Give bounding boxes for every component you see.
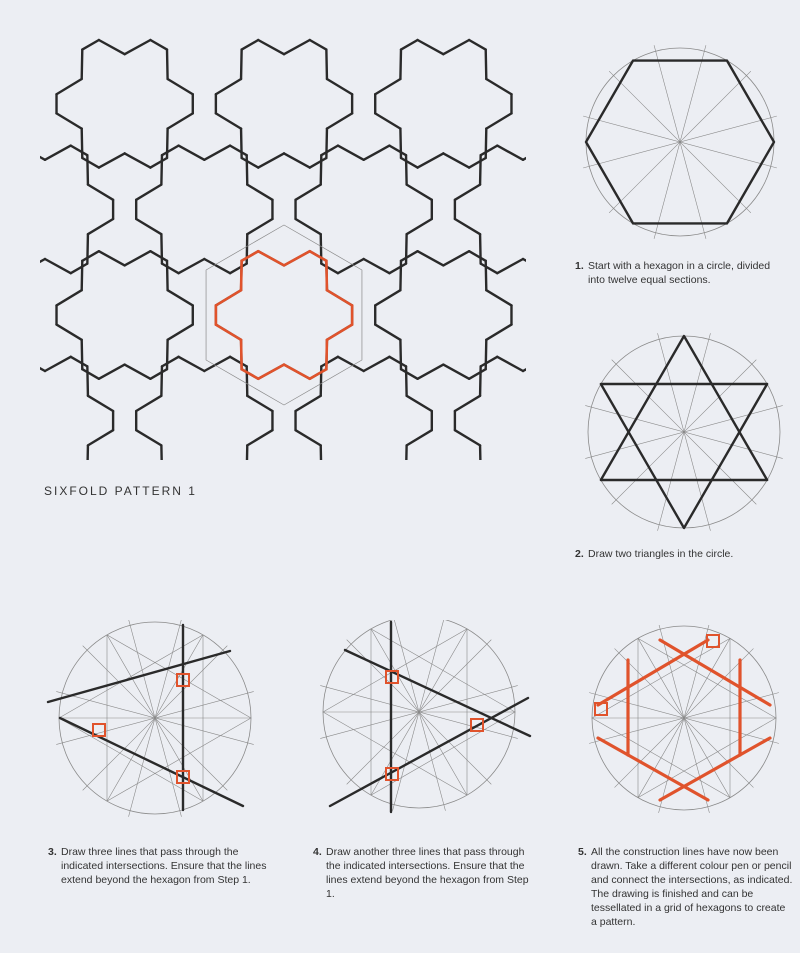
pattern-motif-line: [455, 430, 480, 445]
pattern-motif-line: [87, 366, 88, 395]
pattern-motif-line: [168, 79, 193, 94]
step-1-figure: [570, 38, 790, 248]
pattern-motif-line: [418, 365, 444, 379]
pattern-motif-line: [88, 396, 113, 411]
pattern-motif-line: [57, 79, 82, 94]
pattern-motif-line: [321, 146, 338, 156]
pattern-motif-line: [99, 40, 125, 54]
pattern-motif-line: [242, 158, 259, 168]
step-text: Draw two triangles in the circle.: [588, 548, 734, 560]
pattern-motif-line: [375, 79, 400, 94]
pattern-motif-line: [57, 290, 82, 305]
pattern-motif-line: [99, 365, 125, 379]
step-number: 5.: [578, 846, 587, 858]
construction-circle: [323, 620, 515, 808]
highlight-motif-line: [241, 261, 242, 290]
pattern-motif-line: [400, 50, 401, 79]
pattern-motif-line: [167, 261, 168, 290]
pattern-motif-line: [375, 290, 400, 305]
pattern-motif-line: [88, 219, 113, 234]
pattern-motif-line: [150, 369, 167, 379]
pattern-motif-line: [321, 155, 322, 184]
pattern-motif-line: [45, 357, 71, 371]
pattern-motif-line: [241, 50, 242, 79]
pattern-motif-line: [338, 146, 364, 160]
pattern-motif-line: [258, 153, 284, 167]
pattern-motif-line: [375, 113, 400, 128]
highlight-motif-line: [258, 365, 284, 379]
pattern-motif-line: [418, 153, 444, 167]
step-text: Draw another three lines that pass through the indicated intersections. Ensure that the lines extend beyond the hexagon from Step 1.: [326, 846, 529, 900]
pattern-motif-line: [389, 146, 406, 156]
pattern-motif-line: [486, 79, 511, 94]
pattern-motif-line: [82, 40, 99, 50]
pattern-motif-line: [407, 430, 432, 445]
step-number: 3.: [48, 846, 57, 858]
sixfold-pattern-figure: [40, 38, 526, 460]
pattern-motif-line: [523, 259, 526, 273]
highlight-motif-line: [258, 251, 284, 265]
pattern-motif-line: [258, 40, 284, 54]
pattern-motif-line: [161, 445, 162, 460]
pattern-motif-line: [389, 264, 406, 274]
highlight-motif-line: [326, 340, 327, 369]
pattern-motif-line: [179, 357, 205, 371]
pattern-motif-line: [443, 365, 469, 379]
pattern-motif-line: [327, 113, 352, 128]
pattern-motif-line: [364, 146, 390, 160]
pattern-motif-line: [136, 185, 161, 200]
pattern-motif-line: [247, 430, 272, 445]
highlight-motif-line: [310, 369, 327, 379]
highlight-motif-line: [284, 365, 310, 379]
pattern-motif-line: [486, 261, 487, 290]
pattern-motif-line: [418, 251, 444, 265]
pattern-motif-line: [230, 146, 247, 156]
pattern-motif-line: [321, 264, 338, 274]
step-text: All the construction lines have now been drawn. Take a different colour pen or pencil and connect the intersections, as indicated. The drawing is finished and can be tessellated in a grid of hexagons to create a pattern.: [591, 846, 793, 928]
pattern-motif-line: [82, 261, 83, 290]
step-text: Draw three lines that pass through the indicated intersections. Ensure that the lines extend beyond the hexagon from Step 1.: [61, 846, 267, 886]
pattern-motif-line: [407, 185, 432, 200]
pattern-motif-line: [310, 40, 327, 50]
pattern-motif-line: [204, 259, 230, 273]
pattern-motif-line: [242, 40, 259, 50]
pattern-motif-line: [179, 146, 205, 160]
pattern-motif-line: [486, 325, 511, 340]
pattern-motif-line: [486, 290, 511, 305]
pattern-motif-line: [481, 264, 498, 274]
pattern-motif-line: [406, 366, 407, 395]
highlight-motif-line: [310, 251, 327, 261]
step-4-figure: [305, 620, 545, 820]
pattern-motif-line: [162, 357, 179, 367]
highlight-motif-line: [326, 261, 327, 290]
step-number: 2.: [575, 548, 584, 560]
pattern-motif-line: [296, 219, 321, 234]
pattern-motif-line: [125, 40, 151, 54]
motif-segment: [598, 738, 708, 800]
pattern-motif-line: [87, 445, 88, 460]
pattern-motif-line: [168, 325, 193, 340]
pattern-motif-line: [71, 357, 88, 367]
pattern-motif-line: [150, 251, 167, 261]
pattern-motif-line: [82, 50, 83, 79]
pattern-motif-line: [401, 369, 418, 379]
pattern-motif-line: [150, 158, 167, 168]
pattern-motif-line: [455, 396, 480, 411]
pattern-motif-line: [230, 357, 247, 367]
highlight-motif-line: [327, 290, 352, 305]
pattern-motif-line: [162, 146, 179, 156]
highlight-motif-line: [241, 340, 242, 369]
guide-hexagon: [206, 225, 362, 405]
pattern-motif-line: [469, 158, 486, 168]
pattern-motif-line: [321, 357, 338, 367]
motif-segment: [598, 640, 708, 705]
pattern-lines: [40, 40, 526, 460]
pattern-motif-line: [497, 146, 523, 160]
pattern-motif-line: [99, 251, 125, 265]
highlight-motif-line: [242, 251, 259, 261]
pattern-motif-line: [443, 153, 469, 167]
pattern-motif-line: [216, 113, 241, 128]
pattern-motif-line: [296, 185, 321, 200]
pattern-motif-line: [486, 113, 511, 128]
construction-line: [345, 650, 530, 736]
pattern-motif-line: [247, 445, 248, 460]
highlight-motif-line: [242, 369, 259, 379]
step-3-figure: [40, 620, 280, 820]
pattern-motif-line: [480, 155, 481, 184]
pattern-motif-line: [82, 251, 99, 261]
pattern-motif-line: [247, 155, 248, 184]
pattern-guide-hexagon: [206, 225, 362, 405]
pattern-motif-line: [284, 153, 310, 167]
pattern-motif-line: [296, 396, 321, 411]
pattern-motif-line: [310, 158, 327, 168]
pattern-motif-line: [480, 366, 481, 395]
triangle-down: [601, 384, 767, 528]
pattern-motif-line: [40, 259, 45, 273]
pattern-motif-line: [418, 40, 444, 54]
pattern-motif-line: [125, 251, 151, 265]
pattern-motif-line: [136, 430, 161, 445]
pattern-motif-line: [167, 50, 168, 79]
pattern-motif-line: [407, 396, 432, 411]
construction-line: [330, 698, 528, 806]
pattern-motif-line: [443, 251, 469, 265]
pattern-motif-line: [87, 155, 88, 184]
motif-segment: [660, 640, 770, 705]
pattern-motif-line: [247, 185, 272, 200]
pattern-title: SIXFOLD PATTERN 1: [44, 484, 197, 498]
pattern-motif-line: [338, 259, 364, 273]
pattern-motif-line: [247, 396, 272, 411]
pattern-motif-line: [375, 325, 400, 340]
pattern-motif-line: [57, 325, 82, 340]
pattern-motif-line: [469, 369, 486, 379]
pattern-motif-line: [150, 40, 167, 50]
pattern-motif-line: [45, 146, 71, 160]
pattern-motif-line: [296, 430, 321, 445]
highlight-motif-line: [216, 325, 241, 340]
step-3-caption: [48, 845, 273, 887]
pattern-motif-line: [523, 146, 526, 160]
pattern-motif-line: [82, 369, 99, 379]
highlight-motif-line: [284, 251, 310, 265]
triangle-up: [601, 336, 767, 480]
pattern-motif-line: [455, 185, 480, 200]
pattern-motif-line: [247, 219, 272, 234]
pattern-motif-line: [469, 40, 486, 50]
pattern-motif-line: [481, 357, 498, 367]
pattern-motif-line: [230, 264, 247, 274]
pattern-motif-line: [401, 40, 418, 50]
pattern-motif-line: [82, 158, 99, 168]
pattern-motif-line: [125, 153, 151, 167]
pattern-motif-line: [161, 366, 162, 395]
pattern-motif-line: [327, 79, 352, 94]
pattern-motif-line: [168, 290, 193, 305]
pattern-motif-line: [480, 445, 481, 460]
pattern-motif-line: [406, 155, 407, 184]
pattern-motif-line: [57, 113, 82, 128]
pattern-motif-line: [125, 365, 151, 379]
step-number: 1.: [575, 260, 584, 272]
motif-segment: [660, 738, 770, 800]
pattern-motif-line: [161, 155, 162, 184]
pattern-motif-line: [469, 251, 486, 261]
pattern-motif-line: [338, 357, 364, 371]
pattern-motif-line: [443, 40, 469, 54]
pattern-motif-line: [497, 357, 523, 371]
pattern-motif-line: [407, 219, 432, 234]
pattern-motif-line: [486, 50, 487, 79]
pattern-motif-line: [401, 251, 418, 261]
pattern-motif-line: [364, 259, 390, 273]
pattern-motif-line: [162, 264, 179, 274]
pattern-motif-line: [179, 259, 205, 273]
pattern-motif-line: [389, 357, 406, 367]
pattern-motif-line: [216, 79, 241, 94]
step-number: 4.: [313, 846, 322, 858]
pattern-motif-line: [136, 219, 161, 234]
pattern-motif-line: [40, 357, 45, 371]
pattern-motif-line: [406, 445, 407, 460]
pattern-motif-line: [88, 185, 113, 200]
step-text: Start with a hexagon in a circle, divided into twelve equal sections.: [588, 260, 771, 286]
pattern-motif-line: [364, 357, 390, 371]
pattern-motif-line: [40, 146, 45, 160]
pattern-motif-line: [321, 445, 322, 460]
pattern-motif-line: [481, 146, 498, 156]
pattern-motif-line: [88, 430, 113, 445]
pattern-motif-line: [71, 264, 88, 274]
pattern-motif-line: [168, 113, 193, 128]
step-2-caption: [575, 547, 780, 561]
pattern-motif-line: [523, 357, 526, 371]
pattern-motif-line: [204, 357, 230, 371]
pattern-motif-line: [204, 146, 230, 160]
pattern-motif-line: [284, 40, 310, 54]
pattern-motif-line: [497, 259, 523, 273]
pattern-motif-line: [455, 219, 480, 234]
highlight-motif-line: [216, 290, 241, 305]
pattern-motif-line: [136, 396, 161, 411]
pattern-motif-line: [401, 158, 418, 168]
step-2-figure: [570, 328, 790, 538]
pattern-motif-line: [400, 261, 401, 290]
pattern-motif-line: [326, 50, 327, 79]
pattern-motif-line: [45, 259, 71, 273]
step-4-caption: [313, 845, 538, 901]
step-5-caption: [578, 845, 793, 929]
step-5-figure: [575, 625, 795, 820]
pattern-motif-line: [99, 153, 125, 167]
highlight-motif-line: [327, 325, 352, 340]
pattern-motif-line: [71, 146, 88, 156]
step-1-caption: [575, 259, 780, 287]
